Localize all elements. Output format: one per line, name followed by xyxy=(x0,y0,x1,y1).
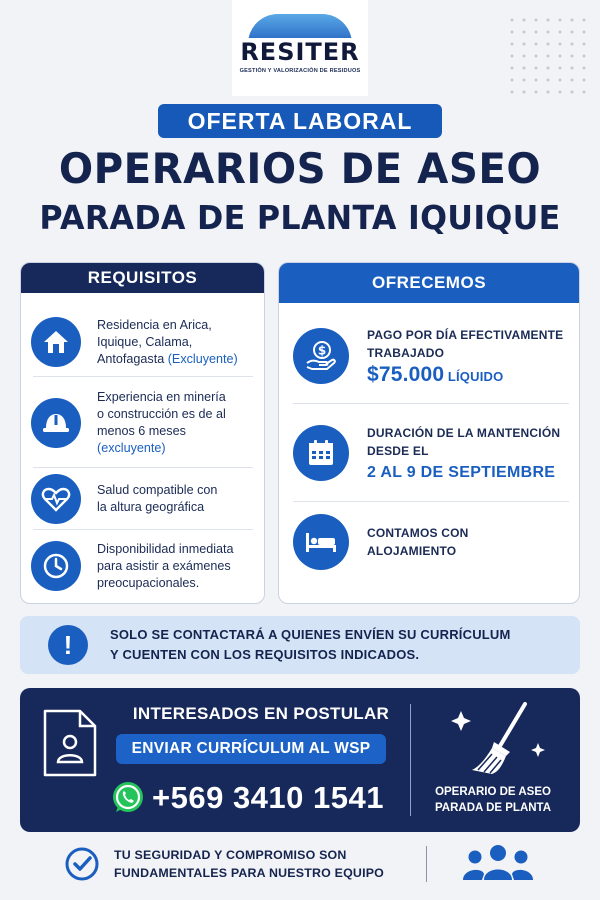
requirement-highlight: (Excluyente) xyxy=(167,351,238,366)
logo-tagline: GESTIÓN Y VALORIZACIÓN DE RESIDUOS xyxy=(239,68,361,74)
requirement-text: Iquique, Calama, xyxy=(97,334,193,349)
dot-pattern xyxy=(506,14,586,94)
offer-label: OFERTA LABORAL xyxy=(158,104,442,138)
divider xyxy=(410,704,411,816)
pay-amount: $75.000 xyxy=(367,363,445,386)
phone-number[interactable]: +569 3410 1541 xyxy=(152,780,384,815)
requirement-text: Disponibilidad inmediata xyxy=(97,541,234,556)
bed-icon xyxy=(293,514,349,570)
requirement-text: preocupacionales. xyxy=(97,575,200,590)
divider xyxy=(293,501,569,502)
send-resume-button[interactable]: ENVIAR CURRÍCULUM AL WSP xyxy=(116,734,386,764)
requirement-text: menos 6 meses xyxy=(97,424,186,438)
offer-item-pay xyxy=(293,311,573,401)
main-title: OPERARIOS DE ASEO xyxy=(58,144,542,193)
offer-item-lodging xyxy=(293,507,573,577)
divider xyxy=(33,529,253,530)
lodging-text: CONTAMOS CON xyxy=(367,526,469,540)
calendar-icon xyxy=(293,425,349,481)
team-icon xyxy=(460,842,536,891)
heart-pulse-icon xyxy=(31,474,81,524)
duration-text: DURACIÓN DE LA MANTENCIÓN xyxy=(367,426,561,440)
broom-icon xyxy=(448,700,548,785)
offer-item-duration xyxy=(293,407,573,499)
divider xyxy=(293,403,569,404)
whatsapp-icon[interactable] xyxy=(110,780,146,821)
pay-text: PAGO POR DÍA EFECTIVAMENTE xyxy=(367,328,564,342)
divider xyxy=(426,846,427,882)
pay-text: TRABAJADO xyxy=(367,346,445,360)
sub-title: PARADA DE PLANTA IQUIQUE xyxy=(39,198,561,237)
divider xyxy=(33,467,253,468)
requirement-text: o construcción es de al xyxy=(97,407,226,421)
logo xyxy=(232,0,368,96)
requirement-text: para asistir a exámenes xyxy=(97,558,231,573)
requirement-text: Antofagasta xyxy=(97,351,165,366)
lodging-text: ALOJAMIENTO xyxy=(367,544,457,558)
requirement-text: Experiencia en minería xyxy=(97,390,226,404)
requirements-title: REQUISITOS xyxy=(21,263,264,293)
requirement-item xyxy=(31,469,261,529)
requirement-text: la altura geográfica xyxy=(97,500,205,514)
offers-card xyxy=(278,262,580,604)
requirement-item xyxy=(31,307,261,377)
notice-text: Y CUENTEN CON LOS REQUISITOS INDICADOS. xyxy=(110,647,420,662)
requirement-item xyxy=(31,379,261,467)
apply-title: INTERESADOS EN POSTULAR xyxy=(132,704,390,723)
requirement-text: Salud compatible con xyxy=(97,483,218,497)
exclamation-icon: ! xyxy=(48,625,88,665)
requirement-highlight: (excluyente) xyxy=(97,441,166,455)
role-text: PARADA DE PLANTA xyxy=(434,802,552,814)
hard-hat-icon xyxy=(31,398,81,448)
logo-wordmark: RESITER xyxy=(236,38,363,66)
pay-suffix: LÍQUIDO xyxy=(447,369,504,384)
offers-title: OFRECEMOS xyxy=(279,263,579,303)
role-text: OPERARIO DE ASEO xyxy=(435,786,551,798)
footer-text: FUNDAMENTALES PARA NUESTRO EQUIPO xyxy=(114,866,385,880)
house-icon xyxy=(31,317,81,367)
duration-dates: 2 AL 9 DE SEPTIEMBRE xyxy=(367,464,556,481)
requirement-item xyxy=(31,533,261,599)
svg-text:$: $ xyxy=(317,343,327,358)
notice-text: SOLO SE CONTACTARÁ A QUIENES ENVÍEN SU CURRÍCULUM xyxy=(110,627,511,642)
requirement-text: Residencia en Arica, xyxy=(97,317,212,332)
requirements-card xyxy=(20,262,265,604)
duration-text: DESDE EL xyxy=(367,444,429,458)
divider xyxy=(33,376,253,377)
money-hand-icon xyxy=(293,328,349,384)
apply-banner xyxy=(20,688,580,832)
check-circle-icon xyxy=(64,846,100,887)
clock-icon xyxy=(31,541,81,591)
resume-document-icon xyxy=(42,708,98,783)
notice-banner xyxy=(20,616,580,674)
footer-text: TU SEGURIDAD Y COMPROMISO SON xyxy=(114,848,347,862)
